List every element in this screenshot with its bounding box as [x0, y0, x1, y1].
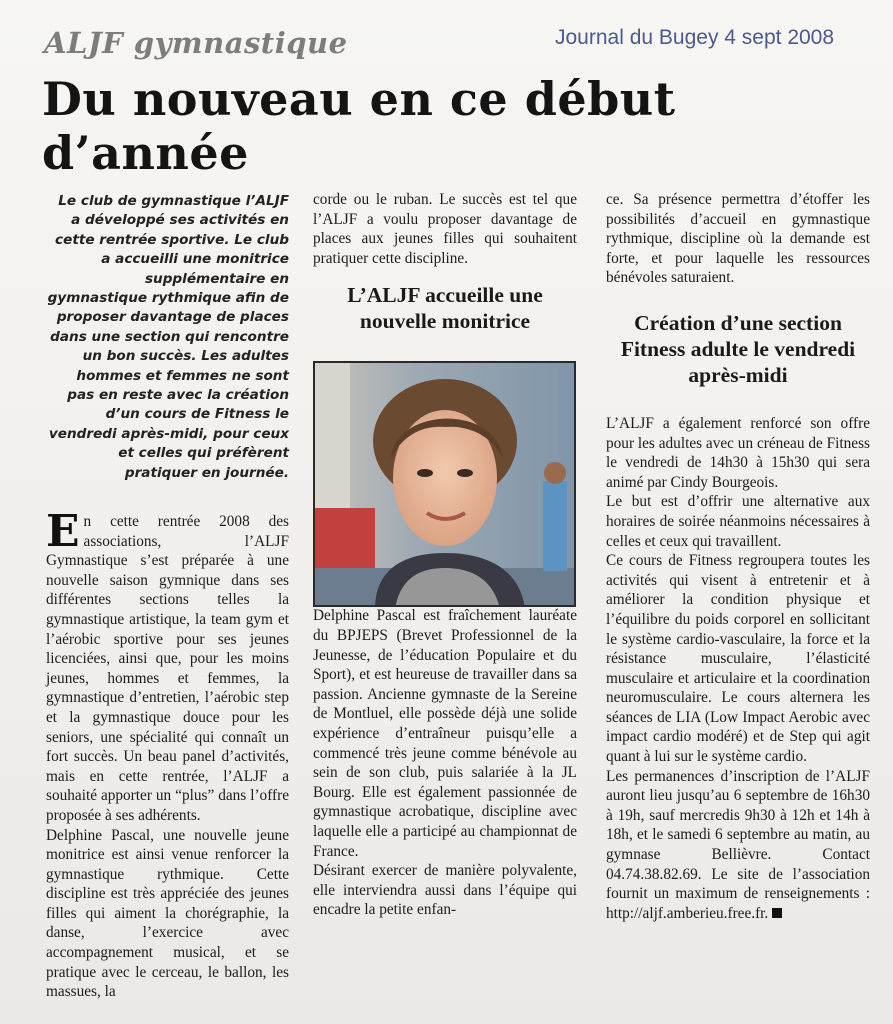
column-3	[606, 190, 870, 923]
col3-paragraph-3: Le but est d’offrir une alternative aux horaires de soirée néanmoins nécessaires à celles et ceux qui travaillent.	[606, 493, 870, 550]
col1-paragraph-2: Delphine Pascal, une nouvelle jeune monitrice est ainsi venue renforcer la gymnastique rythmique. Cette discipline est très appréciée des jeunes filles qui aiment la chorégraphie, la danse, l’exercice avec accompagnement musical, et se pratique avec le cerceau, le ballon, les massues, la	[46, 826, 289, 1001]
headline: Du nouveau en ce début d’année	[42, 72, 676, 180]
subhead-new-monitor: L’ALJF accueille une nouvelle monitrice	[347, 283, 543, 334]
col3-paragraph-2: L’ALJF a également renforcé son offre pour les adultes avec un créneau de Fitness le vendredi de 14h30 à 15h30 qui sera animé par Cindy Bourgeois.	[606, 414, 870, 491]
intro-paragraph: Le club de gymnastique l’ALJF a développé ses activités en cette rentrée sportive. Le club a accueilli une monitrice supplémentaire en gymnastique rythmique afin de proposer davantage de places dans une section qui rencontre un bon succès. Les adultes hommes et femmes ne sont pas en reste avec la création d’un cours de Fitness le vendredi après-midi, pour ceux et celles qui préfèrent pratiquer en journée.	[47, 193, 289, 481]
col2-paragraph-2: Delphine Pascal est fraîchement lauréate du BPJEPS (Brevet Professionnel de la Jeunesse, de l’éducation Populaire et du Sport), et est heureuse de travailler dans sa passion. Ancienne gymnaste de la Sereine de Montluel, elle possède déjà une solide expérience d’entraîneur puisqu’elle a commencé très jeune comme bénévole au sein de son club, puis salariée à la JL Bourg. Elle est également passionnée de gymnastique acrobatique, discipline avec laquelle elle a participé au championnat de France.	[313, 607, 577, 860]
col2-paragraph-3: Désirant exercer de manière polyvalente, elle interviendra aussi dans l’équipe qui encadre la petite enfan-	[313, 862, 577, 919]
column-1	[46, 506, 289, 1002]
col1-paragraph-1: En cette rentrée 2008 des associations, l’ALJF Gymnastique s’est préparée à une nouvelle saison gymnique dans ses différentes sections telles la gymnastique artistique, la team gym et l’aérobic sportive pour ses jeunes licenciées, ainsi que, pour les moins jeunes, hommes et femmes, la gymnastique d’entretien, l’aérobic step et la gymnastique douce pour les seniors, une spécialité qui connaît un fort succès. Un beau panel d’activités, mais en cette rentrée, l’ALJF a souhaité apporter un “plus” dans l’offre proposée à ses adhérents.	[46, 506, 289, 824]
col3-paragraph-1: ce. Sa présence permettra d’étoffer les possibilités d’accueil en gymnastique rythmique, discipline où la demande est forte, et pour laquelle les ressources bénévoles saturaient.	[606, 191, 870, 287]
col3-paragraph-4: Ce cours de Fitness regroupera toutes les activités qui visent à entretenir et à améliorer la condition physique et l’équilibre du poids corporel en sollicitant le système cardio-vasculaire, la force et la résistance musculaire, l’élasticité musculaire et articulaire et la coordination neuromusculaire. Le cours alternera les séances de LIA (Low Impact Aerobic avec impact cardio modéré) et de Step qui agit quant à lui sur le système cardio.	[606, 552, 870, 766]
subhead-fitness-section: Création d’une section Fitness adulte le vendredi après-midi	[620, 310, 856, 387]
portrait-photo-drawing	[315, 363, 576, 607]
source-annotation: Journal du Bugey 4 sept 2008	[555, 26, 835, 49]
section-rubric: ALJF gymnastique	[44, 26, 348, 60]
end-of-article-mark	[772, 908, 782, 918]
col3-paragraph-5: Les permanences d’inscription de l’ALJF auront lieu jusqu’au 6 septembre de 16h30 à 19h, sauf mercredis 9h30 à 12h et 14h à 18h, et le samedi 6 septembre au matin, au gymnase Bellièvre. Contact 04.74.38.82.69. Le site de l’association fournit un maximum de renseignements : http://aljf.amberieu.free.fr.	[606, 767, 870, 922]
col2-paragraph-1: corde ou le ruban. Le succès est tel que l’ALJF a voulu proposer davantage de places aux jeunes filles qui souhaitent pratiquer cette discipline.	[313, 191, 577, 267]
portrait-photo	[313, 361, 576, 607]
drop-cap: E	[46, 506, 80, 557]
